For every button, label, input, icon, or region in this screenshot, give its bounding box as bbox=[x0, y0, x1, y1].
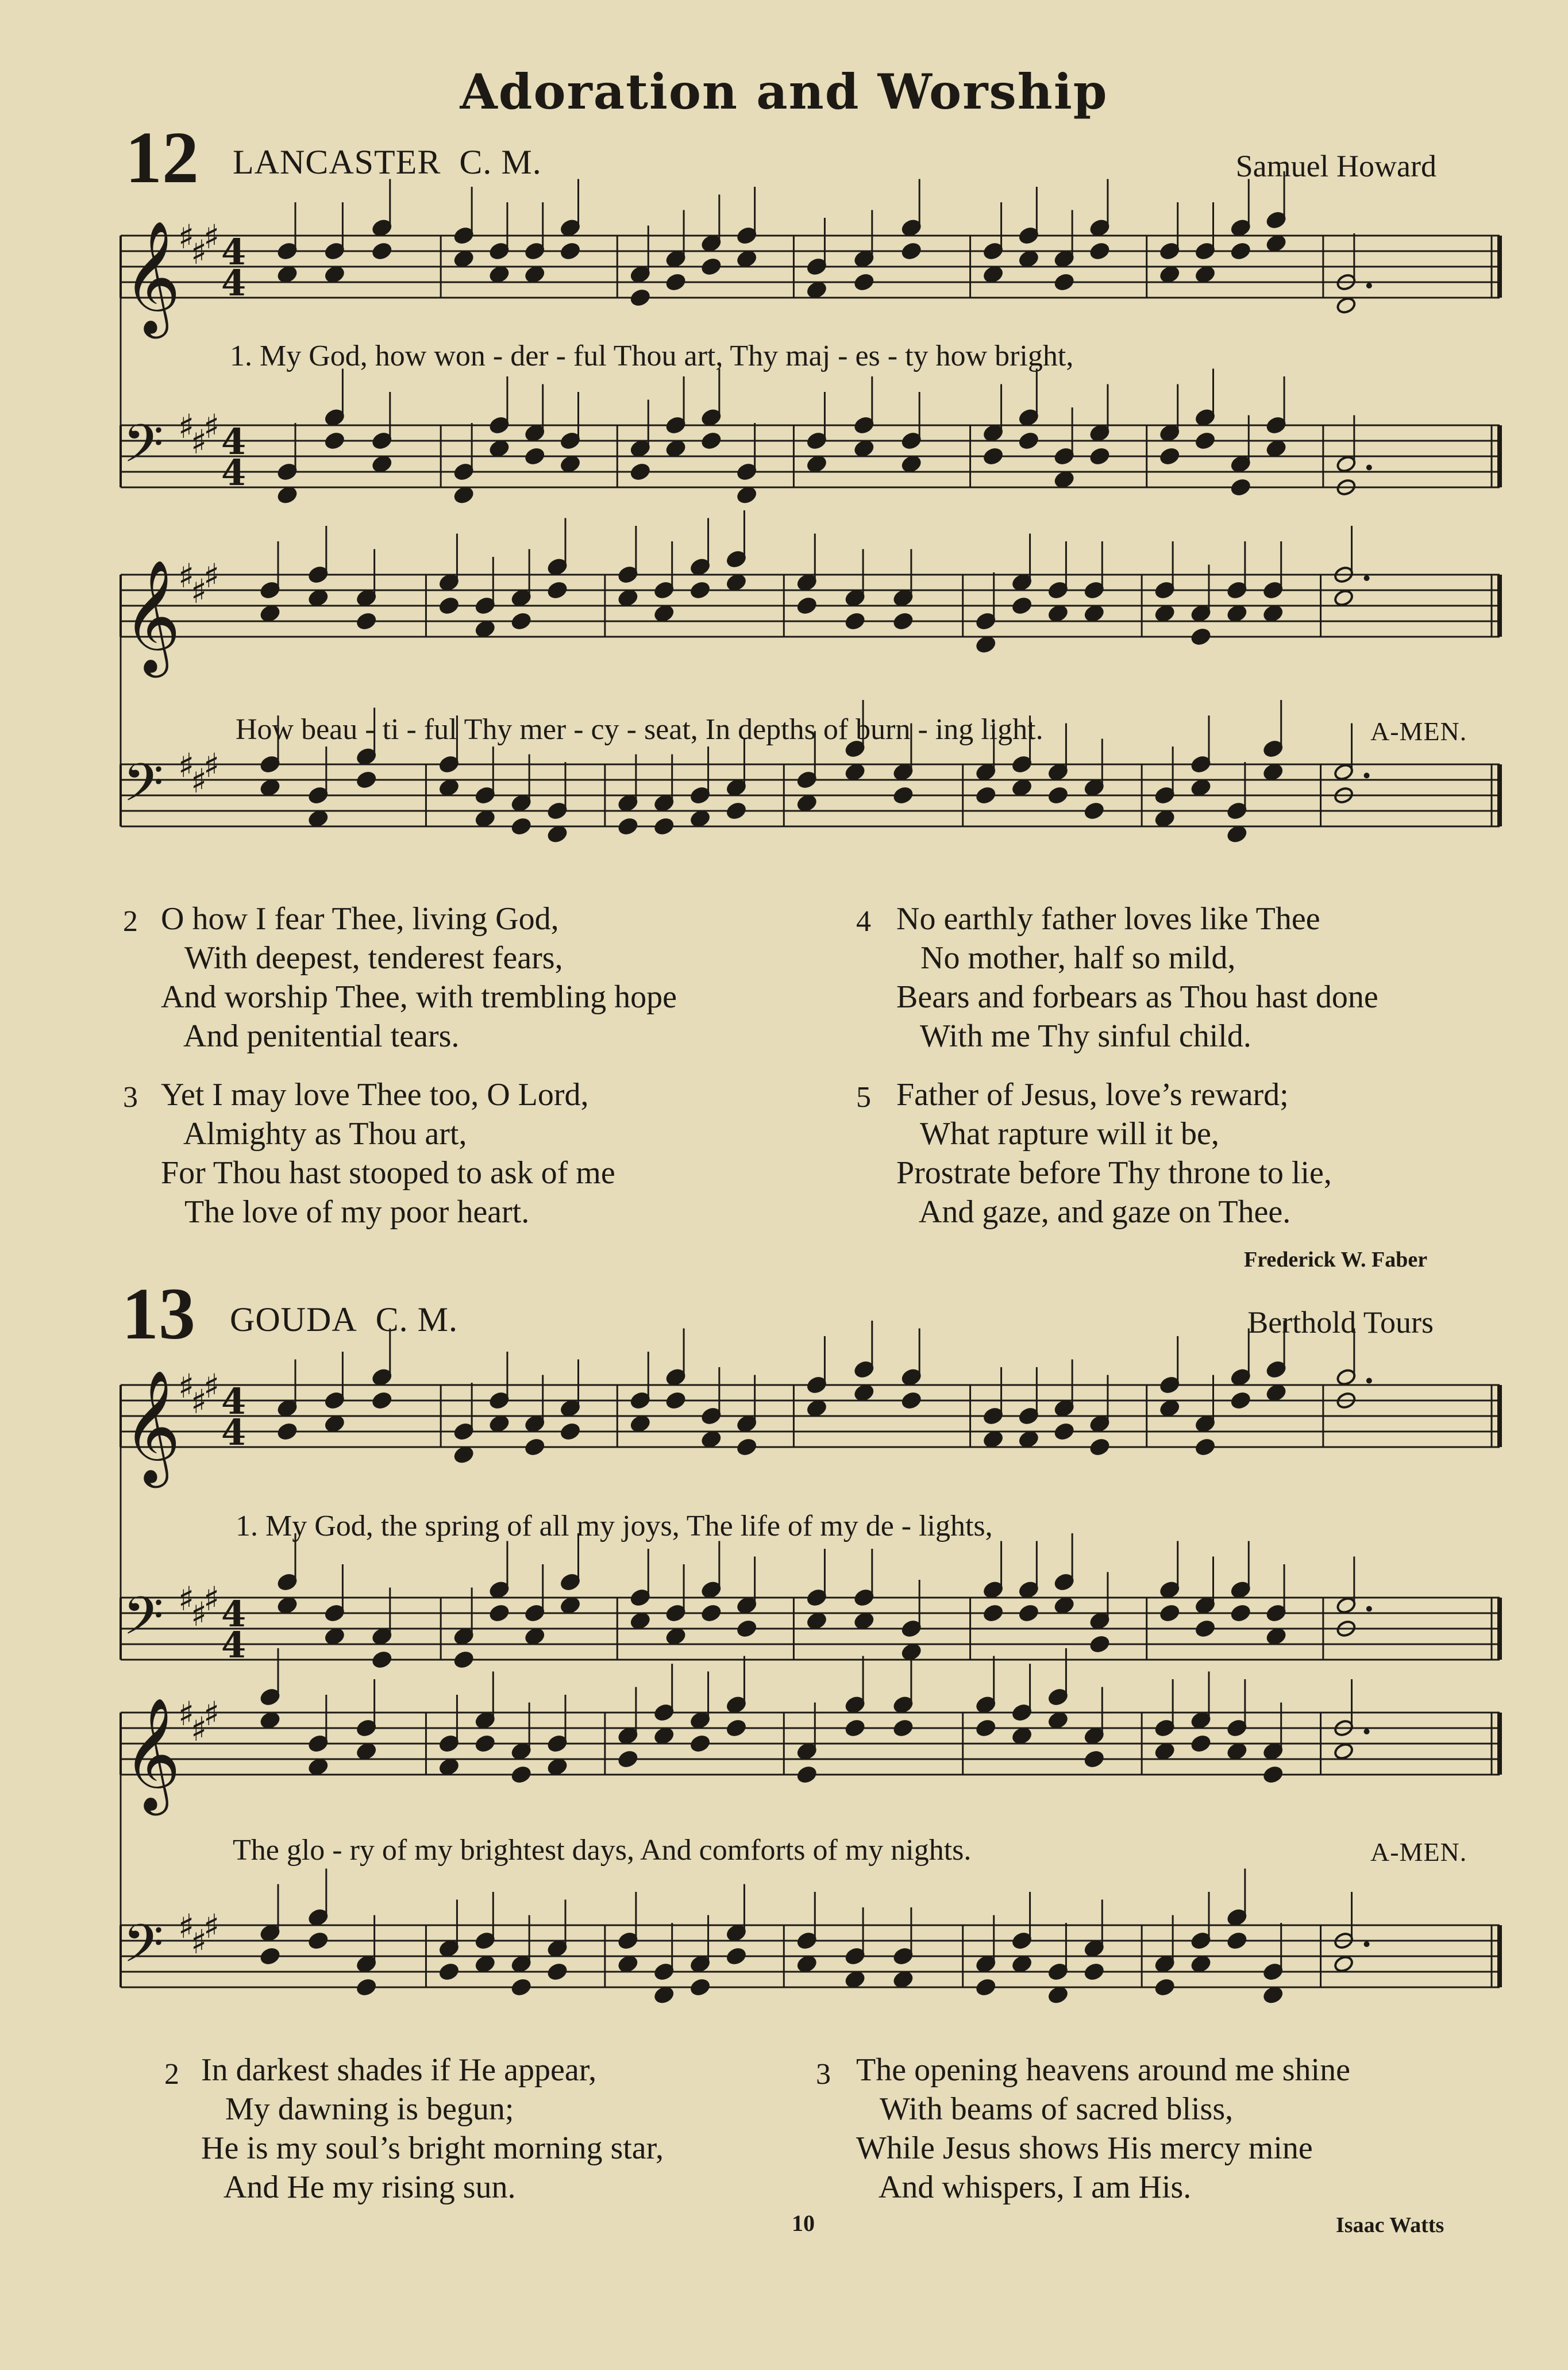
verse-number: 3 bbox=[123, 1081, 138, 1114]
note-head bbox=[983, 1604, 1003, 1623]
note-head bbox=[1154, 1978, 1175, 1997]
note-head bbox=[983, 265, 1003, 284]
note-head bbox=[1089, 1438, 1110, 1457]
note-head bbox=[1011, 1955, 1032, 1973]
note-head bbox=[560, 242, 580, 261]
note-head bbox=[308, 809, 329, 828]
sharp-icon: ♯ bbox=[191, 233, 207, 272]
note-head bbox=[1018, 1430, 1039, 1449]
note-head bbox=[1195, 432, 1215, 451]
note-head bbox=[1084, 1750, 1104, 1769]
verse-number: 3 bbox=[816, 2058, 831, 2091]
sharp-icon: ♯ bbox=[191, 1382, 207, 1421]
note-head bbox=[1047, 786, 1068, 805]
note-head bbox=[1262, 763, 1283, 782]
note-head bbox=[524, 1438, 545, 1457]
sharp-icon: ♯ bbox=[203, 1367, 220, 1406]
note-head bbox=[524, 447, 545, 466]
note-head bbox=[560, 455, 580, 474]
note-head bbox=[726, 1947, 746, 1966]
note-head bbox=[689, 1978, 710, 1997]
note-head bbox=[1266, 234, 1286, 253]
lyrics-line: The glo - ry of my brightest days, And comforts of my nights. bbox=[233, 1834, 972, 1867]
note-head bbox=[1089, 242, 1110, 261]
note-head bbox=[1262, 1765, 1283, 1784]
bass-clef-icon: 𝄢 bbox=[123, 752, 164, 826]
bass-clef-icon: 𝄢 bbox=[123, 413, 164, 487]
note-head bbox=[277, 1596, 298, 1615]
note-head bbox=[489, 265, 510, 284]
note-head bbox=[1011, 1726, 1032, 1745]
note-head bbox=[475, 809, 495, 828]
note-head bbox=[854, 439, 874, 458]
note-head bbox=[701, 432, 722, 451]
note-head bbox=[701, 1604, 722, 1623]
verse-number: 5 bbox=[856, 1081, 871, 1114]
note-head bbox=[489, 1414, 510, 1433]
note-head bbox=[1047, 604, 1068, 623]
note-head bbox=[1333, 1955, 1354, 1973]
note-head bbox=[653, 817, 674, 836]
note-head bbox=[547, 825, 568, 844]
composer: Samuel Howard bbox=[1235, 149, 1436, 183]
sharp-icon: ♯ bbox=[203, 217, 220, 256]
verse-number: 4 bbox=[856, 905, 871, 938]
treble-clef-icon: 𝄞 bbox=[123, 559, 181, 673]
note-head bbox=[1227, 604, 1247, 623]
sharp-icon: ♯ bbox=[203, 1907, 220, 1946]
note-head bbox=[653, 604, 674, 623]
note-head bbox=[845, 1719, 865, 1738]
note-head bbox=[845, 612, 865, 631]
sharp-icon: ♯ bbox=[203, 556, 220, 595]
note-head bbox=[260, 778, 280, 797]
dot bbox=[1366, 465, 1372, 471]
note-head bbox=[854, 273, 874, 292]
note-head bbox=[1230, 242, 1251, 261]
time-signature: 4 bbox=[221, 452, 246, 494]
page-number: 10 bbox=[792, 2210, 815, 2236]
note-head bbox=[618, 817, 638, 836]
note-head bbox=[511, 1978, 531, 1997]
amen-label: A-MEN. bbox=[1370, 1837, 1467, 1867]
sharp-icon: ♯ bbox=[191, 422, 207, 461]
bass-clef-icon: 𝄢 bbox=[123, 1913, 164, 1987]
dot bbox=[1364, 773, 1370, 779]
treble-clef-icon: 𝄞 bbox=[123, 220, 181, 334]
note-head bbox=[356, 1978, 376, 1997]
note-head bbox=[701, 1430, 722, 1449]
note-head bbox=[1159, 265, 1180, 284]
sharp-icon: ♯ bbox=[203, 1579, 220, 1618]
note-head bbox=[260, 604, 280, 623]
note-head bbox=[618, 1955, 638, 1973]
note-head bbox=[1054, 1596, 1074, 1615]
note-head bbox=[1159, 1399, 1180, 1418]
note-head bbox=[893, 1970, 914, 1989]
note-head bbox=[277, 265, 298, 284]
note-head bbox=[1227, 825, 1247, 844]
author-credit: Frederick W. Faber bbox=[1244, 1248, 1428, 1272]
note-head bbox=[618, 588, 638, 607]
note-head bbox=[1191, 628, 1211, 647]
lyrics-line: How beau - ti - ful Thy mer - cy - seat, In depths of burn - ing light. bbox=[236, 713, 1043, 746]
note-head bbox=[796, 597, 817, 615]
verse-text: Father of Jesus, love’s reward; What rapture will it be, Prostrate before Thy throne to lie, And gaze, and gaze on Thee. bbox=[896, 1077, 1332, 1230]
verse-text: In darkest shades if He appear, My dawning is begun; He is my soul’s bright morning star, And He my rising sun. bbox=[201, 2052, 664, 2205]
note-head bbox=[372, 242, 392, 261]
tune-title: GOUDA bbox=[230, 1301, 357, 1338]
note-head bbox=[511, 1765, 531, 1784]
dot bbox=[1366, 1606, 1372, 1612]
note-head bbox=[653, 1986, 674, 2005]
note-head bbox=[736, 486, 757, 505]
note-head bbox=[453, 1650, 474, 1669]
note-head bbox=[1195, 1619, 1215, 1638]
note-head bbox=[1084, 604, 1104, 623]
sharp-icon: ♯ bbox=[178, 1694, 195, 1733]
sharp-icon: ♯ bbox=[191, 1922, 207, 1961]
verse-text: No earthly father loves like Thee No mother, half so mild, Bears and forbears as Thou hast done With me Thy sinful child. bbox=[896, 901, 1378, 1054]
note-head bbox=[1195, 265, 1215, 284]
note-head bbox=[438, 597, 459, 615]
dot bbox=[1364, 575, 1370, 581]
note-head bbox=[524, 1627, 545, 1646]
note-head bbox=[1089, 447, 1110, 466]
dot bbox=[1364, 1941, 1370, 1947]
note-head bbox=[308, 1757, 329, 1776]
verse-text: Yet I may love Thee too, O Lord, Almighty as Thou art, For Thou hast stooped to ask of me The love of my poor heart. bbox=[161, 1077, 615, 1230]
hymn-number: 13 bbox=[122, 1273, 195, 1355]
note-head bbox=[796, 1765, 817, 1784]
note-head bbox=[893, 786, 914, 805]
note-head bbox=[1054, 1422, 1074, 1441]
treble-clef-icon: 𝄞 bbox=[123, 1369, 181, 1483]
note-head bbox=[511, 612, 531, 631]
note-head bbox=[1227, 1742, 1247, 1761]
note-head bbox=[356, 612, 376, 631]
note-head bbox=[901, 242, 922, 261]
note-head bbox=[1191, 1734, 1211, 1753]
note-head bbox=[736, 1438, 757, 1457]
note-head bbox=[438, 778, 459, 797]
note-head bbox=[665, 1627, 686, 1646]
note-head bbox=[260, 1947, 280, 1966]
note-head bbox=[1159, 1604, 1180, 1623]
time-signature: 4 bbox=[221, 1624, 246, 1666]
treble-clef-icon: 𝄞 bbox=[123, 1697, 181, 1811]
note-head bbox=[1047, 1986, 1068, 2005]
note-head bbox=[277, 486, 298, 505]
note-head bbox=[653, 1726, 674, 1745]
note-head bbox=[1018, 432, 1039, 451]
sharp-icon: ♯ bbox=[178, 407, 195, 446]
note-head bbox=[726, 802, 746, 821]
note-head bbox=[324, 1627, 345, 1646]
note-head bbox=[475, 620, 495, 638]
note-head bbox=[1159, 447, 1180, 466]
note-head bbox=[806, 1399, 827, 1418]
note-head bbox=[560, 1596, 580, 1615]
note-head bbox=[975, 1978, 996, 1997]
sharp-icon: ♯ bbox=[178, 746, 195, 785]
dot bbox=[1366, 1378, 1372, 1384]
note-head bbox=[547, 1757, 568, 1776]
verse-text: O how I fear Thee, living God, With deepest, tenderest fears, And worship Thee, with trembling hope And penitential tears. bbox=[161, 901, 677, 1054]
sharp-icon: ♯ bbox=[203, 746, 220, 785]
note-head bbox=[489, 1604, 510, 1623]
note-head bbox=[630, 463, 650, 482]
note-head bbox=[1084, 1963, 1104, 1982]
note-head bbox=[1230, 478, 1251, 497]
note-head bbox=[1054, 273, 1074, 292]
note-head bbox=[547, 1963, 568, 1982]
note-head bbox=[1266, 1383, 1286, 1402]
note-head bbox=[701, 257, 722, 276]
note-head bbox=[901, 455, 922, 474]
note-head bbox=[1154, 604, 1175, 623]
note-head bbox=[893, 1719, 914, 1738]
time-signature: 4 bbox=[221, 1593, 246, 1635]
verse-text: The opening heavens around me shine With beams of sacred bliss, While Jesus shows His mercy mine And whispers, I am His. bbox=[856, 2052, 1350, 2205]
note-head bbox=[560, 1422, 580, 1441]
note-head bbox=[806, 455, 827, 474]
note-head bbox=[356, 771, 376, 790]
note-head bbox=[277, 1422, 298, 1441]
note-head bbox=[1089, 1635, 1110, 1654]
note-head bbox=[438, 1757, 459, 1776]
note-head bbox=[689, 809, 710, 828]
tune-name bbox=[233, 143, 542, 182]
note-head bbox=[1266, 1627, 1286, 1646]
note-head bbox=[630, 1611, 650, 1630]
note-head bbox=[665, 1391, 686, 1410]
dot bbox=[1366, 283, 1372, 288]
note-head bbox=[453, 486, 474, 505]
note-head bbox=[1154, 809, 1175, 828]
note-head bbox=[1154, 1742, 1175, 1761]
note-head bbox=[1195, 1438, 1215, 1457]
note-head bbox=[1266, 439, 1286, 458]
note-head bbox=[1336, 296, 1357, 315]
note-head bbox=[726, 1719, 746, 1738]
note-head bbox=[630, 288, 650, 307]
music-system bbox=[0, 217, 1568, 523]
note-head bbox=[1011, 778, 1032, 797]
note-head bbox=[324, 432, 345, 451]
note-head bbox=[1018, 1604, 1039, 1623]
note-head bbox=[1227, 1932, 1247, 1950]
note-head bbox=[308, 588, 329, 607]
note-head bbox=[689, 1734, 710, 1753]
note-head bbox=[854, 1611, 874, 1630]
tune-title: LANCASTER bbox=[233, 143, 441, 181]
note-head bbox=[308, 1932, 329, 1950]
note-head bbox=[983, 447, 1003, 466]
note-head bbox=[260, 1711, 280, 1730]
time-signature: 4 bbox=[221, 421, 246, 463]
note-head bbox=[901, 1391, 922, 1410]
note-head bbox=[845, 763, 865, 782]
note-head bbox=[726, 573, 746, 592]
staff-lines bbox=[121, 575, 1500, 826]
dot bbox=[1364, 1729, 1370, 1734]
tune-name bbox=[230, 1300, 458, 1340]
meter: C. M. bbox=[459, 143, 542, 181]
lyrics-line: 1. My God, the spring of all my joys, The life of my de - lights, bbox=[236, 1510, 993, 1542]
note-head bbox=[438, 1963, 459, 1982]
note-head bbox=[475, 1734, 495, 1753]
note-head bbox=[475, 1955, 495, 1973]
note-head bbox=[1230, 1391, 1251, 1410]
sharp-icon: ♯ bbox=[178, 217, 195, 256]
sharp-icon: ♯ bbox=[178, 1579, 195, 1618]
time-signature: 4 bbox=[221, 1411, 246, 1453]
note-head bbox=[1262, 1986, 1283, 2005]
author-credit: Isaac Watts bbox=[1336, 2213, 1444, 2237]
amen-label: A-MEN. bbox=[1370, 717, 1467, 746]
sharp-icon: ♯ bbox=[178, 1907, 195, 1946]
note-head bbox=[489, 439, 510, 458]
note-head bbox=[356, 1742, 376, 1761]
note-head bbox=[665, 273, 686, 292]
composer: Berthold Tours bbox=[1247, 1305, 1434, 1340]
note-head bbox=[845, 1970, 865, 1989]
note-head bbox=[796, 1955, 817, 1973]
note-head bbox=[854, 1383, 874, 1402]
note-head bbox=[1084, 802, 1104, 821]
time-signature: 4 bbox=[221, 262, 246, 304]
note-head bbox=[806, 280, 827, 299]
verse-number: 2 bbox=[164, 2058, 179, 2091]
note-head bbox=[630, 1414, 650, 1433]
sharp-icon: ♯ bbox=[191, 572, 207, 611]
note-head bbox=[1054, 470, 1074, 489]
sharp-icon: ♯ bbox=[191, 761, 207, 801]
note-head bbox=[372, 455, 392, 474]
note-head bbox=[975, 786, 996, 805]
lyrics-line: 1. My God, how won - der - ful Thou art, Thy maj - es - ty how bright, bbox=[230, 340, 1074, 372]
note-head bbox=[1047, 1711, 1068, 1730]
note-head bbox=[665, 439, 686, 458]
note-head bbox=[511, 817, 531, 836]
verse-number: 2 bbox=[123, 905, 138, 938]
sharp-icon: ♯ bbox=[178, 556, 195, 595]
note-head bbox=[975, 1719, 996, 1738]
note-head bbox=[736, 249, 757, 268]
note-head bbox=[1262, 604, 1283, 623]
note-head bbox=[324, 1414, 345, 1433]
note-head bbox=[372, 1650, 392, 1669]
note-head bbox=[1333, 1742, 1354, 1761]
time-signature: 4 bbox=[221, 1380, 246, 1422]
note-head bbox=[736, 1619, 757, 1638]
sharp-icon: ♯ bbox=[178, 1367, 195, 1406]
note-head bbox=[1230, 1604, 1251, 1623]
sharp-icon: ♯ bbox=[191, 1710, 207, 1749]
note-head bbox=[547, 581, 568, 600]
note-head bbox=[453, 1445, 474, 1464]
note-head bbox=[1191, 778, 1211, 797]
note-head bbox=[983, 1430, 1003, 1449]
sharp-icon: ♯ bbox=[203, 1694, 220, 1733]
bass-clef-icon: 𝄢 bbox=[123, 1586, 164, 1659]
section-title: Adoration and Worship bbox=[460, 63, 1108, 120]
sharp-icon: ♯ bbox=[203, 407, 220, 446]
hymn-number: 12 bbox=[125, 117, 199, 198]
note-head bbox=[372, 1391, 392, 1410]
note-head bbox=[1011, 597, 1032, 615]
note-head bbox=[618, 1750, 638, 1769]
note-head bbox=[689, 581, 710, 600]
note-head bbox=[796, 794, 817, 813]
note-head bbox=[524, 265, 545, 284]
note-head bbox=[1191, 1955, 1211, 1973]
note-head bbox=[893, 612, 914, 631]
note-head bbox=[975, 635, 996, 654]
note-head bbox=[806, 1611, 827, 1630]
note-head bbox=[453, 249, 474, 268]
note-head bbox=[1333, 588, 1354, 607]
meter: C. M. bbox=[375, 1301, 459, 1338]
note-head bbox=[1018, 249, 1039, 268]
note-head bbox=[324, 265, 345, 284]
sharp-icon: ♯ bbox=[191, 1595, 207, 1634]
time-signature: 4 bbox=[221, 231, 246, 273]
